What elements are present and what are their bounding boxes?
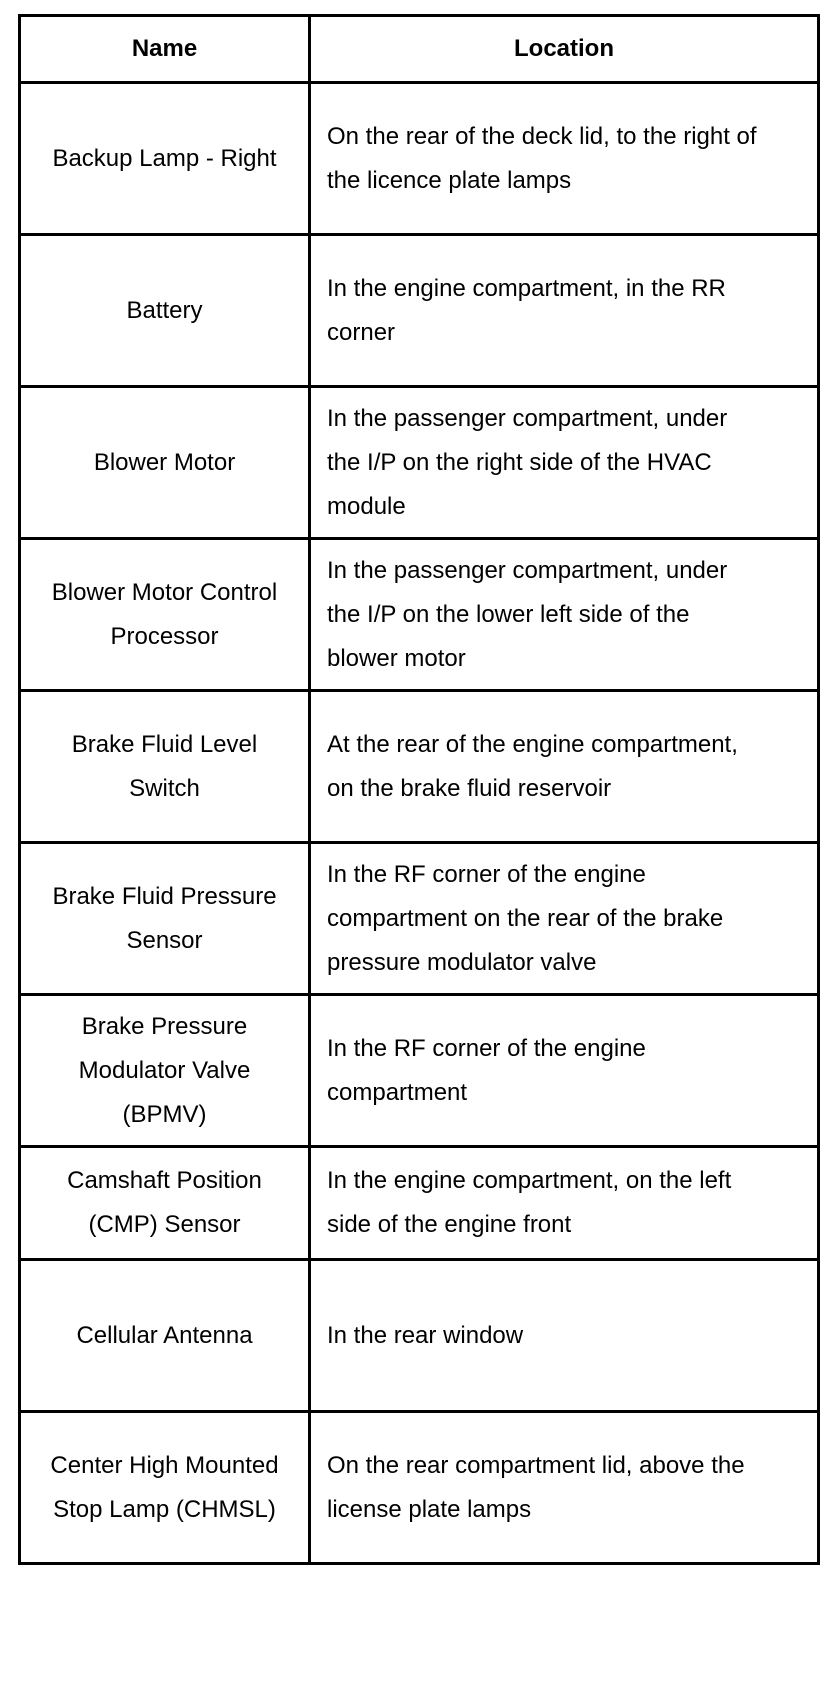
component-name: Blower Motor Control Processor — [20, 539, 310, 691]
table-row — [20, 995, 819, 1147]
table-row — [20, 1412, 819, 1564]
location-column-header: Location — [310, 16, 819, 83]
component-location: In the passenger compartment, under the I/P on the lower left side of the blower motor — [310, 539, 819, 691]
component-name: Center High Mounted Stop Lamp (CHMSL) — [20, 1412, 310, 1564]
component-location-table — [18, 14, 820, 1565]
component-name: Cellular Antenna — [20, 1260, 310, 1412]
table-row — [20, 235, 819, 387]
component-name: Brake Fluid Level Switch — [20, 691, 310, 843]
name-column-header: Name — [20, 16, 310, 83]
component-name: Battery — [20, 235, 310, 387]
table-row — [20, 1147, 819, 1260]
component-name: Backup Lamp - Right — [20, 83, 310, 235]
component-location: In the rear window — [310, 1260, 819, 1412]
component-name: Brake Fluid Pressure Sensor — [20, 843, 310, 995]
header-row — [20, 16, 819, 83]
component-location: In the passenger compartment, under the I/P on the right side of the HVAC module — [310, 387, 819, 539]
table-row — [20, 387, 819, 539]
table-row — [20, 83, 819, 235]
component-name: Brake Pressure Modulator Valve (BPMV) — [20, 995, 310, 1147]
table-row — [20, 1260, 819, 1412]
component-name: Camshaft Position (CMP) Sensor — [20, 1147, 310, 1260]
table-row — [20, 539, 819, 691]
component-location: On the rear of the deck lid, to the right of the licence plate lamps — [310, 83, 819, 235]
component-location: At the rear of the engine compartment, on the brake fluid reservoir — [310, 691, 819, 843]
component-location: On the rear compartment lid, above the license plate lamps — [310, 1412, 819, 1564]
component-location: In the RF corner of the engine compartment on the rear of the brake pressure modulator valve — [310, 843, 819, 995]
table-row — [20, 843, 819, 995]
component-location: In the RF corner of the engine compartment — [310, 995, 819, 1147]
table-row — [20, 691, 819, 843]
component-name: Blower Motor — [20, 387, 310, 539]
component-location: In the engine compartment, in the RR corner — [310, 235, 819, 387]
component-location: In the engine compartment, on the left side of the engine front — [310, 1147, 819, 1260]
